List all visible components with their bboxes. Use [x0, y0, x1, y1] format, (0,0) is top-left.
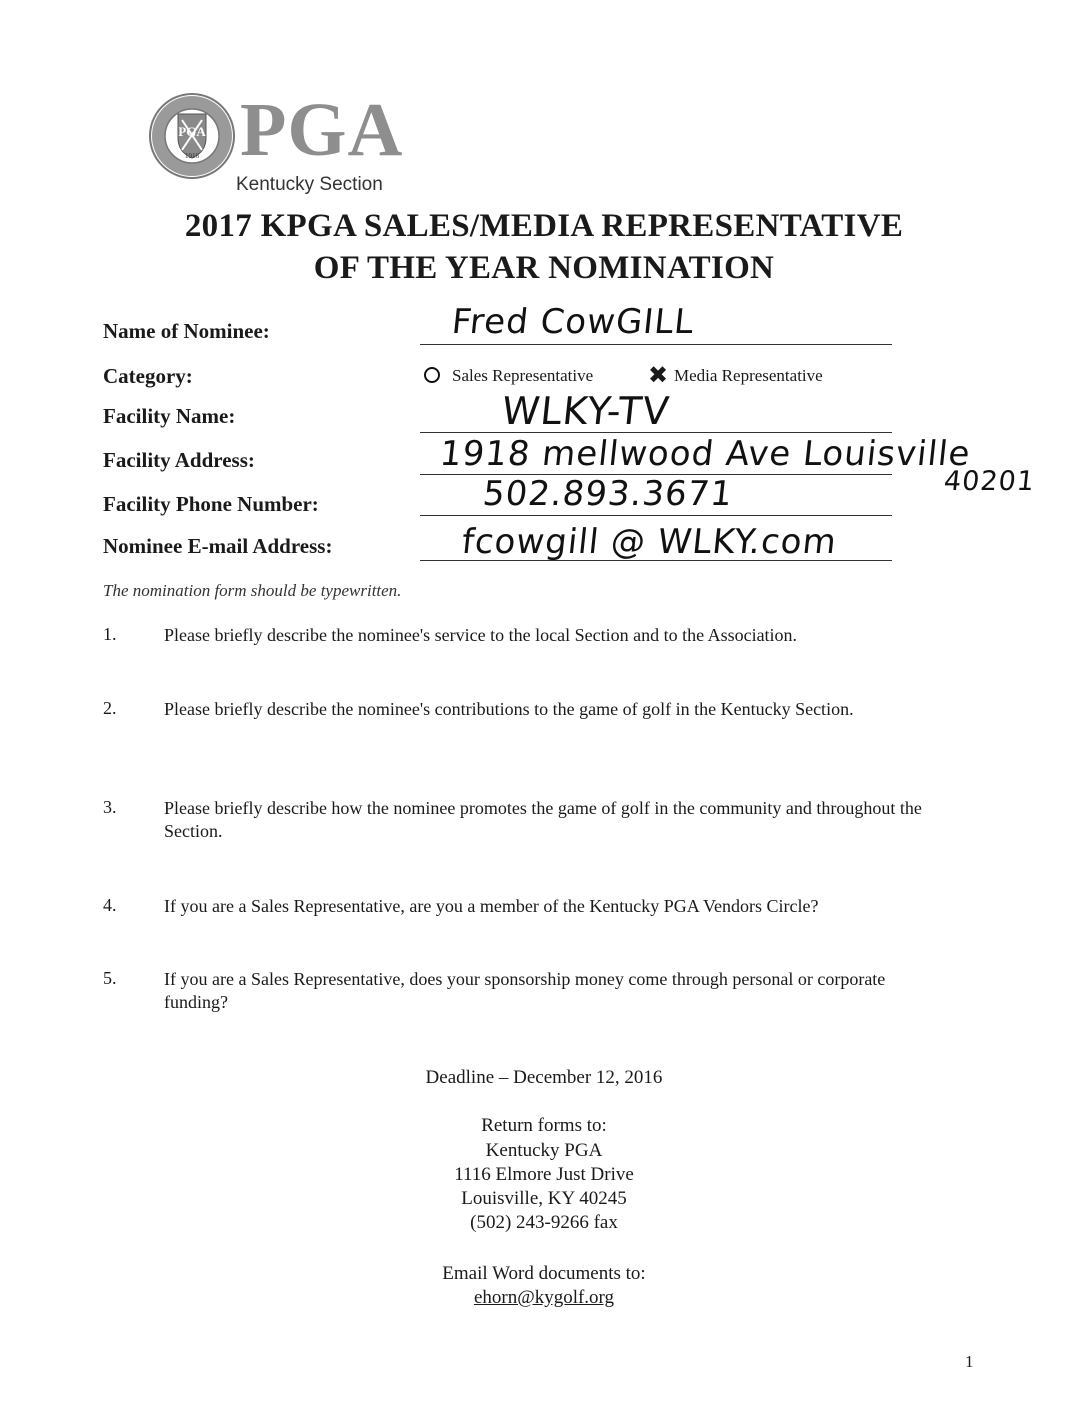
- page-number: 1: [965, 1352, 974, 1371]
- facility-name-value[interactable]: WLKY-TV: [499, 389, 672, 433]
- sales-rep-option-label: Sales Representative: [452, 366, 594, 385]
- question-2-number: 2.: [103, 698, 117, 718]
- return-city: Louisville, KY 40245: [461, 1188, 627, 1209]
- facility-phone-label: Facility Phone Number:: [103, 492, 319, 516]
- media-rep-checked-mark[interactable]: ✖: [648, 361, 669, 389]
- return-street: 1116 Elmore Just Drive: [454, 1164, 634, 1185]
- question-3-text: Please briefly describe how the nominee promotes the game of golf in the community and throughout the Section.: [164, 798, 922, 841]
- question-2-text: Please briefly describe the nominee's contributions to the game of golf in the Kentucky Section.: [164, 699, 854, 719]
- form-title-line1: 2017 KPGA SALES/MEDIA REPRESENTATIVE: [184, 208, 904, 244]
- pga-seal-icon: [148, 92, 236, 180]
- question-1-number: 1.: [103, 624, 117, 644]
- facility-address-zip[interactable]: 40201: [942, 466, 1037, 497]
- return-fax: (502) 243-9266 fax: [470, 1212, 618, 1233]
- question-5-text: If you are a Sales Representative, does your sponsorship money come through personal or corporate funding?: [164, 969, 886, 1012]
- media-rep-option-label: Media Representative: [674, 366, 823, 385]
- facility-name-underline: [420, 432, 892, 433]
- nominee-email-underline: [420, 560, 892, 561]
- category-label: Category:: [103, 364, 193, 388]
- nominee-email-label: Nominee E-mail Address:: [103, 534, 333, 558]
- typewritten-note: The nomination form should be typewritten.: [103, 581, 402, 600]
- question-1-text: Please briefly describe the nominee's service to the local Section and to the Association.: [164, 625, 798, 645]
- facility-phone-value[interactable]: 502.893.3671: [480, 474, 736, 514]
- question-5-number: 5.: [103, 968, 117, 988]
- section-name: Kentucky Section: [236, 174, 383, 195]
- form-title-line2: OF THE YEAR NOMINATION: [313, 250, 775, 286]
- sales-rep-radio[interactable]: [424, 367, 440, 383]
- facility-phone-underline: [420, 515, 892, 516]
- nominee-value[interactable]: Fred CowGILL: [449, 302, 697, 342]
- deadline: Deadline – December 12, 2016: [425, 1067, 663, 1088]
- facility-address-value[interactable]: 1918 mellwood Ave Louisville: [437, 434, 973, 474]
- email-docs-row: [0, 1287, 1088, 1309]
- nominee-label: Name of Nominee:: [103, 319, 270, 343]
- email-docs-link[interactable]: ehorn@kygolf.org: [473, 1287, 615, 1308]
- pga-kentucky-logo: [148, 88, 438, 202]
- nominee-email-value[interactable]: fcowgill @ WLKY.com: [459, 522, 839, 562]
- question-3-number: 3.: [103, 797, 117, 817]
- seal-center-text: PGA: [178, 124, 206, 139]
- email-docs-heading: Email Word documents to:: [442, 1263, 646, 1284]
- nominee-underline: [420, 344, 892, 345]
- question-4-text: If you are a Sales Representative, are you a member of the Kentucky PGA Vendors Circle?: [164, 896, 819, 916]
- question-4-number: 4.: [103, 895, 117, 915]
- pga-wordmark: PGA: [240, 88, 404, 172]
- seal-year-text: 1916: [185, 152, 199, 160]
- facility-address-label: Facility Address:: [103, 448, 255, 472]
- return-heading: Return forms to:: [481, 1115, 607, 1136]
- facility-name-label: Facility Name:: [103, 404, 236, 428]
- return-org: Kentucky PGA: [485, 1140, 603, 1161]
